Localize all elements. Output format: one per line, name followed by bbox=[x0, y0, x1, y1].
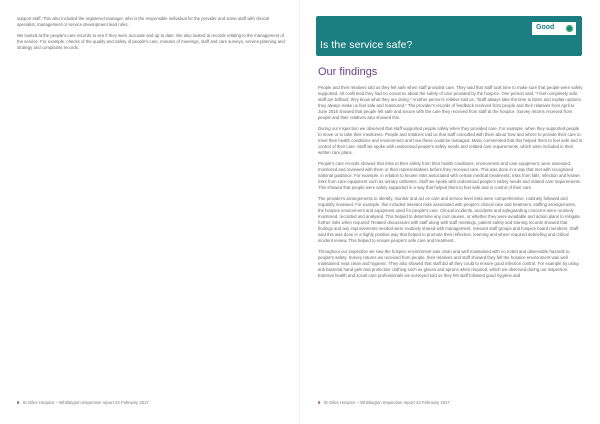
right-paragraph-2: During our inspection we observed that staff supported people safely when they provided care. For example, when they supported people to move or to take their medicines. People and relatives told us that staff consulted with them about how and where to provide their care to meet their health conditions and environment and how these could be managed. Many commented that this helped them to feel safe and in control of their care. Staff we spoke with understood people's safety needs and related care requirements, which were included in their written care plans. bbox=[318, 126, 583, 155]
right-page-body bbox=[318, 85, 583, 284]
right-paragraph-3: People's care records showed that risks to their safety from their health conditions, environment and care equipment, were assessed, monitored and reviewed with them or their representatives before they received care. This was done in a way that met with recognised national guidance. For example, in relation to known risks associated with certain medical treatments; risks from falls, infection and known risks from care equipment such as urinary catheters. Staff we spoke with understood people's safety needs and related care requirements. This showed that people were safely supported in a way that helped them to feel safe and in control of their care. bbox=[318, 161, 581, 190]
left-paragraph-1: support staff. This also included the registered manager, who is the responsible individual for the provider and some staff with clinical specialist, management or service development lead roles. bbox=[17, 16, 269, 27]
banner-title: Is the service safe? bbox=[320, 39, 413, 51]
right-footer-text: St Giles Hospice – Whittington Inspection report 24 February 2017 bbox=[323, 400, 450, 405]
right-page-number: 6 bbox=[318, 400, 321, 405]
left-footer-text: St Giles Hospice – Whittington Inspection report 24 February 2017 bbox=[22, 400, 149, 405]
right-paragraph-4: The provider's arrangements to identify, monitor and act on care and service level risks were comprehensive, routinely followed and regularly reviewed. For example, this included relevant risks associated with people's clinical care and treatment, staffing arrangements, the hospice environment and equipment used for people's care. Clinical incidents, accidents and safeguarding concerns were routinely monitored, recorded and analysed. This helped to determine any root causes, or whether they were avoidable and action plans to mitigate further risks when required. Related discussions with staff along with staff meetings, patient safety and training records showed that findings and any improvements needed were routinely shared with management, relevant staff groups and hospice board members. Staff said this was done in a highly positive way that helped to promote their reflection, learning and where required debriefing and critical incident review. This helped to ensure people's safe care and treatment. bbox=[318, 196, 580, 243]
left-page-body bbox=[17, 16, 285, 56]
right-paragraph-1: People and their relatives told us they felt safe when staff provided care. They said that staff took time to make sure that people were safely supported. All confirmed they had no concerns about the safety of care provided by the hospice. One person said, "I feel completely safe; staff are brilliant; they know what they are doing." Another person's relative told us, "Staff always take the time to listen and explain options, they always make us feel safe and reassured." The provider's records of feedback received from people and their relatives from April to June 2016 showed that people felt safe and secure with the care they received from staff at the hospice. Survey returns received from people and their relatives also showed this. bbox=[318, 85, 583, 120]
rating-dot-icon bbox=[566, 25, 573, 32]
findings-heading: Our findings bbox=[318, 66, 378, 78]
rating-label: Good bbox=[536, 24, 555, 31]
rating-badge bbox=[532, 22, 576, 35]
right-paragraph-5: Throughout our inspection we saw the hospice environment was clean and well maintained with no noted and observable hazards to people's safety. Survey returns we received from people, their relatives and staff showed they felt the hospice environment was well maintained, kept clean and hygienic. They also showed that staff did all they could to ensure good infection control. For example by using anti bacterial hand gels and protective clothing such as gloves and aprons when required, which we observed during our inspection. External health and social care professionals we surveyed told us they felt staff followed good hygiene and bbox=[318, 249, 579, 278]
right-footer bbox=[318, 400, 450, 405]
left-page-number: 6 bbox=[17, 400, 20, 405]
section-banner bbox=[316, 16, 582, 56]
left-footer bbox=[17, 400, 149, 405]
left-paragraph-2: We looked at the people's care records to see if they were accurate and up to date. We also looked at records relating to the management of the service. For example, checks of the quality and safety of people's care, minutes of meetings, staff and care surveys, service planning and strategy and complaints records. bbox=[17, 33, 285, 50]
